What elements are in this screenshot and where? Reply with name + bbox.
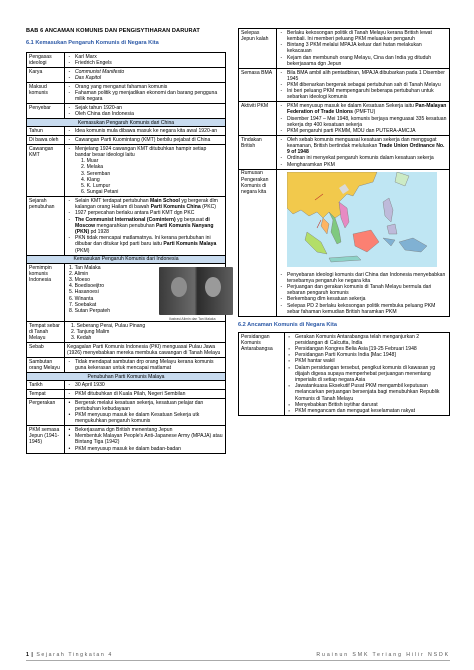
chapter-title: BAB 6 ANCAMAN KOMUNIS DAN PENGISYTIHARAN DARURAT [26, 28, 200, 34]
list-item: - Tidak mendapat sambutan drp orang Melayu kerana komunis guna kekerasan untuk mencapai matlamat [67, 359, 223, 371]
pkm-activities: - PKM menyusup masuk ke dalam Kesatuan Sekerja iaitu Pan-Malayan Federation of Trade Unions (PMFTU) - Disember 1947 – Mei 1948, komunis berjaya menguasai 335 kesatuan sekerja drp 400 kesatuan sekerja - PKM pengaruhi parti PKMM, MDU dan PUTERA-AMCJA [279, 103, 447, 134]
table-row: Tahun - Idea komunis mula dibawa masuk ke negara kita awal 1920-an [27, 127, 226, 136]
list-item: - Berkembang dlm kesatuan sekerja [279, 296, 447, 302]
table-row: Rumusan Pengerakan Komunis di negara kita - Penyebaran ideologi komunis dari China dan Indonesia menyebabkan tersebarnya pengaruh ke negara kita - Perjuangan dan gerakan komunis di Tanah Melayu bermula dari sebaran pengaruh komunis - Berkembang dlm kesatuan sekerja - Selepas PD 2 berlaku kekosongan politik membuka peluang PKM sebar fahaman kemudian British haramkan PKM [239, 169, 450, 316]
list-item: - Bintang 3 PKM melalui MPAJA keluar dari hutan melakukan kekacauan [279, 42, 447, 54]
list-item: - Communist Manifesto [67, 69, 223, 75]
list-item: - Cawangan Parti Kuomintang (KMT) berbilu pejabat di China [67, 137, 223, 143]
list-item: 2. Melaka [81, 164, 104, 171]
list-item: 2. Tanjung Malim [71, 328, 110, 335]
table-row: Tempat sebar di Tanah Melayu 1. Seberang Perai, Pulau Pinang 2. Tanjung Malim 3. Kedah [27, 321, 226, 342]
list-item: 1. Tan Malaka [69, 264, 101, 271]
list-item: 1. Seberang Perai, Pulau Pinang [71, 322, 146, 329]
list-item: - Berlaku kekosongan politik di Tanah Melayu kerana British lewat kembali. Ini memberi peluang PKM meluaskan pengaruh [279, 30, 447, 42]
table-row: Sejarah penubuhan - Selain KMT terdapat pertubuhan Main School yg bergerak dlm kalangan orang Hailam di bawah Parti Komunis China (PKC) - 1927 perpecahan berlaku antara Parti KMT dgn PKC - The Communist International (Comintern) yg berpusat di Moscow mengarahkan penubuhan Parti Komunis Nanyang (PKN) pd 1928 - PKN tidak mencapai matlamatnya. Ini kerana pertubuhan ini dibubar dan ditukar kpd parti baru iaitu Parti Komunis Malaya (PKM) [27, 197, 226, 255]
list-item: 7. Soebakat [69, 301, 97, 308]
list-item: - Penyebaran ideologi komunis dari China dan Indonesia menyebabkan tersebarnya pengaruh ke negara kita [279, 272, 447, 284]
list-item: 5. Hasanoesi [69, 289, 99, 296]
right-column [238, 28, 450, 416]
list-item: 6. Sungai Petani [81, 189, 119, 196]
table-row: Cawangan KMT - Menjelang 1924 cawangan KMT ditubuhkan hampir setiap bandar besar ideologi laitu 1. Muar 2. Melaka 3. Seremban 4. Klang 5. K. Lumpur 6. Sungai Petani [27, 145, 226, 197]
list-item: 4. Boedisoeijtro [69, 283, 105, 290]
page-number: 1 | [26, 652, 34, 658]
table-row: Pemimpin komunis Indonesia 1. Tan Malaka 2. Alimin 3. Moeso 4. Boedisoeijtro 5. Hasanoesi 6. Winanta 7. Soebakat 8. Sutan Perpateh Ilustrasi Alimin dan Tan Malaka [27, 263, 226, 321]
list-item: - Sejak tahun 1920-an [67, 105, 223, 111]
table-row: Tindakan British - Oleh sebab komunis menguasai kesatuan sekerja dan menggugat keamanan, British bertindak meluluskan Trade Union Ordinance No. 9 of 1948 - Ordinan ini menyekat pengaruh komunis dalam kesatuan sekerja - Mengharamkan PKM [239, 136, 450, 170]
list-item: 6. Winanta [69, 295, 94, 302]
footer-author: Ruainun SMK Teriang Hilir NSDK [316, 652, 450, 658]
list-item: 2. Alimin [69, 270, 89, 277]
table-row: Selepas Jepun kalah - Berlaku kekosongan politik di Tanah Melayu kerana British lewat kembali. Ini memberi peluang PKM meluaskan pengaruh - Bintang 3 PKM melalui MPAJA keluar dari hutan melakukan kekacauan - Kejam dan membunuh orang Melayu, Cina dan India yg dituduh bekerjasama dgn Jepun [239, 29, 450, 69]
southeast-asia-map [287, 172, 437, 267]
list-item: ▪ PKM hantar wakil [287, 358, 447, 364]
list-item: ▪ Menyebabkan British isytihar darurat [287, 402, 447, 408]
section-heading-6-1: 6.1 Kemasukan Pengaruh Komunis di Negara Kita [26, 40, 159, 46]
list-item: 3. Seremban [81, 170, 111, 177]
list-item: - Selepas PD 2 berlaku kekosongan politik membuka peluang PKM sebar fahaman kemudian British haramkan PKM [279, 303, 447, 315]
list-item: ▪ Persidangan Kongres Belia Asia [19-25 Februari 1948 [287, 346, 447, 352]
list-item: - PKM ditubuhkan di Kuala Pilah, Negeri Sembilan [67, 391, 223, 397]
table-band: Kemasukan Pengaruh Komunis dari China [27, 119, 226, 127]
page [26, 28, 450, 640]
notes-table-right-2 [238, 332, 450, 416]
list-item: ▪ Jawatankuasa Eksekutif Pusat PKM mengambil keputusan melancarkan perjuangan bersenjata bagi menubuhkan Republik Komunis di Tanah Melayu [287, 383, 447, 402]
kmt-places [67, 158, 223, 195]
list-item: ▪ Persidangan Parti Komunis India [Mac 1948] [287, 352, 447, 358]
section-heading-6-2: 6.2 Ancaman Komunis di Negara Kita [238, 321, 337, 328]
table-band: Kemasukan Pengaruh Komunis dari Indonesia [27, 255, 226, 263]
list-item: - Bila BMA ambil alih pentadbiran, MPAJA dibubarkan pada 1 Disember 1945 [279, 70, 447, 82]
list-item: - Perjuangan dan gerakan komunis di Tanah Melayu bermula dari sebaran pengaruh komunis [279, 284, 447, 296]
photo-caption: Ilustrasi Alimin dan Tan Malaka [169, 316, 216, 321]
table-row: Sebab Kegagalan Parti Komunis Indonesia (PKI) menguasai Pulau Jawa (1926) menyebabkan mereka membuka cawangan di Tanah Melayu [27, 343, 226, 358]
list-item: ▪ Gerakan Komunis Antarabangsa telah menganjurkan 2 persidangan di Calcutta, India [287, 334, 447, 346]
table-row: Persidangan Komunis Antarabangsa ▪ Gerakan Komunis Antarabangsa telah menganjurkan 2 persidangan di Calcutta, India ▪ Persidangan Kongres Belia Asia [19-25 Februari 1948 ▪ Persidangan Parti Komunis India [Mac 1948] ▪ PKM hantar wakil ▪ Dalam persidangan tersebut, pengikut komunis di kawasan yg dijajah digesa supaya memperhebat perjuangan menentang imperialis di setiap negara Asia ▪ Jawatankuasa Eksekutif Pusat PKM mengambil keputusan melancarkan perjuangan bersenjata bagi menubuhkan Republik Komunis di Tanah Melayu ▪ Menyebabkan British isytihar darurat ▪ PKM mengancam dan mengugat keselamatan rakyat [239, 332, 450, 415]
list-item: 1. Muar [81, 158, 99, 165]
list-item: • Membentuk Malayan People's Anti-Japanese Army (MPAJA) atau Bintang Tiga (1942) [67, 433, 223, 445]
table-row: Penyebar - Sejak tahun 1920-an - Oleh China dan Indonesia [27, 104, 226, 119]
table-row: Tempat - PKM ditubuhkan di Kuala Pilah, Negeri Sembilan [27, 390, 226, 399]
table-row: PKM semasa Jepun (1941-1945) • Bekerjasama dgn British menentang Jepun • Membentuk Malayan People's Anti-Japanese Army (MPAJA) atau Bintang Tiga (1942) • PKM menyusup masuk ke dalam badan-badan [27, 426, 226, 453]
list-item: 3. Moeso [69, 277, 90, 284]
table-row: Di bawa oleh - Cawangan Parti Kuomintang (KMT) berbilu pejabat di China [27, 136, 226, 145]
list-item: - Idea komunis mula dibawa masuk ke negara kita awal 1920-an [67, 128, 223, 134]
list-item: - 30 April 1930 [67, 382, 223, 388]
list-item: • Bekerjasama dgn British menentang Jepun [67, 427, 223, 433]
leaders-photo [159, 267, 233, 315]
table-row: Tarikh - 30 April 1930 [27, 381, 226, 390]
notes-table-right [238, 28, 450, 317]
list-item: - Friedrich Engels [67, 60, 223, 66]
table-row: Semasa BMA - Bila BMA ambil alih pentadbiran, MPAJA dibubarkan pada 1 Disember 1945 - PKM dibenarkan bergerak sebagai pertubuhan sah di Tanah Melayu - Ini beri peluang PKM mempengaruhi beberapa pertubuhan untuk sebarkan ideologi komunis [239, 68, 450, 102]
list-item: • PKM menyusup masuk ke dalam badan-badan [67, 446, 223, 452]
list-item: - Oleh China dan Indonesia [67, 111, 223, 117]
list-item: 4. Klang [81, 176, 100, 183]
footer-rule [26, 660, 450, 661]
list-item: ▪ Dalam persidangan tersebut, pengikut komunis di kawasan yg dijajah digesa supaya memperhebat perjuangan menentang imperialis di setiap negara Asia [287, 365, 447, 384]
list-item: 5. K. Lumpur [81, 183, 111, 190]
table-row: Aktiviti PKM - PKM menyusup masuk ke dalam Kesatuan Sekerja iaitu Pan-Malayan Federation of Trade Unions (PMFTU) - Disember 1947 – Mei 1948, komunis berjaya menguasai 335 kesatuan sekerja drp 400 kesatuan sekerja - PKM pengaruhi parti PKMM, MDU dan PUTERA-AMCJA [239, 102, 450, 136]
list-item: • PKM menyusup masuk ke dalam Kesatuan Sekerja utk mengukuhkan pengaruh komunis [67, 412, 223, 424]
british-actions: - Oleh sebab komunis menguasai kesatuan sekerja dan menggugat keamanan, British bertindak meluluskan Trade Union Ordinance No. 9 of 1948 - Ordinan ini menyekat pengaruh komunis dalam kesatuan sekerja - Mengharamkan PKM [279, 137, 447, 168]
notes-table-left [26, 52, 226, 454]
table-row: Sambutan orang Melayu - Tidak mendapat sambutan drp orang Melayu kerana komunis guna kekerasan untuk mencapai matlamat [27, 358, 226, 373]
list-item: - Karl Marx [67, 54, 223, 60]
history-list: - Selain KMT terdapat pertubuhan Main School yg bergerak dlm kalangan orang Hailam di bawah Parti Komunis China (PKC) - 1927 perpecahan berlaku antara Parti KMT dgn PKC - The Communist International (Comintern) yg berpusat di Moscow mengarahkan penubuhan Parti Komunis Nanyang (PKN) pd 1928 - PKN tidak mencapai matlamatnya. Ini kerana pertubuhan ini dibubar dan ditukar kpd parti baru iaitu Parti Komunis Malaya (PKM) [67, 198, 223, 254]
list-item: - Orang yang menganut fahaman komunis [67, 84, 223, 90]
list-item: 8. Sutan Perpateh [69, 308, 111, 315]
list-item: - Das Kapitol [67, 75, 223, 81]
left-column [26, 28, 226, 454]
list-item: - Fahaman politik yg menjadikan ekonomi dan barang pengguna milik negara [67, 90, 223, 102]
list-item: 3. Kedah [71, 335, 92, 342]
list-item: - PKM dibenarkan bergerak sebagai pertubuhan sah di Tanah Melayu [279, 82, 447, 88]
table-band: Penubuhan Parti Komunis Malaya [27, 373, 226, 381]
table-row: Karya - Communist Manifesto - Das Kapitol [27, 68, 226, 83]
footer-subject: Sejarah Tingkatan 4 [36, 652, 113, 658]
list-item: - Ini beri peluang PKM mempengaruhi beberapa pertubuhan untuk sebarkan ideologi komunis [279, 88, 447, 100]
table-row: Pengasas ideologi - Karl Marx - Friedrich Engels [27, 53, 226, 68]
table-row: Maksud komunis - Orang yang menganut fahaman komunis - Fahaman politik yg menjadikan ekonomi dan barang pengguna milik negara [27, 83, 226, 104]
table-row: Pergerakan • Bergerak melalui kesatuan sekerja, kesatuan pelajar dan pertubuhan kebudayaan • PKM menyusup masuk ke dalam Kesatuan Sekerja utk mengukuhkan pengaruh komunis [27, 398, 226, 425]
list-item: • Bergerak melalui kesatuan sekerja, kesatuan pelajar dan pertubuhan kebudayaan [67, 400, 223, 412]
list-item: ▪ PKM mengancam dan mengugat keselamatan rakyat [287, 408, 447, 414]
list-item: - Kejam dan membunuh orang Melayu, Cina dan India yg dituduh bekerjasama dgn Jepun [279, 55, 447, 67]
